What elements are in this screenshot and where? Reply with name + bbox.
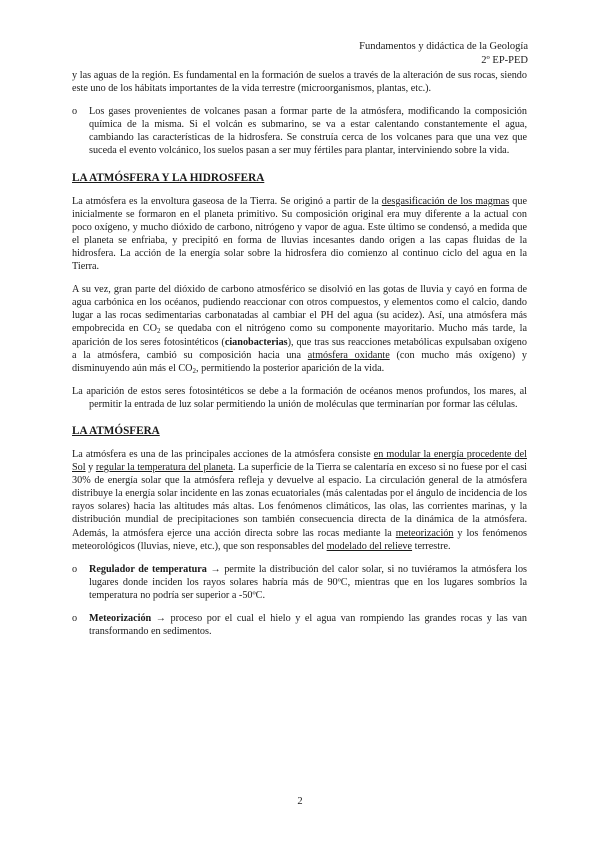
paragraph-co2: A su vez, gran parte del dióxido de carbono atmosférico se disolvió en las gotas de lluvia y cayó en forma de agua carbónica en los océanos, pudiendo reaccionar con otros compuestos, y elementos como el calcio, dando lugar a las rocas sedimentarias carbonatadas al cambiar el PH del agua (su acidez). Así, una atmósfera más empobrecida en $CO_2$ se quedaba con el nitrógeno como su componente mayoritario. Mucho más tarde, la aparición de los seres fotosintéticos (cianobacterias), que tras sus reacciones metabólicas expulsaban oxígeno a la atmósfera, cambió su composición hacia una atmósfera oxidante (con mucho más oxígeno) y disminuyendo aún más el $CO_2$, permitiendo la posterior aparición de la vida. [72, 284, 527, 375]
header-course-group: 2º EP-PED [481, 55, 528, 66]
arrow-symbol: → [206, 563, 225, 575]
list-item-regulador: o Regulador de temperatura → permite la distribución del calor solar, si no tuviéramos la atmósfera los lugares donde inciden los rayos solares habría más de 90ºC, mientras que en los lugares sombríos la temperatura no podría ser superior a -50ºC. [72, 563, 527, 601]
underlined-term: modelado del relieve [326, 540, 413, 552]
paragraph-photosynthetic: La aparición de estos seres fotosintéticos se debe a la formación de océanos menos profundos, los mares, al permitir la entrada de luz solar permitiendo la unión de moléculas que terminarían por formar las células. [72, 385, 527, 410]
paragraph-origin: La atmósfera es la envoltura gaseosa de la Tierra. Se originó a partir de la desgasificación de los magmas que inicialmente se formaron en el planeta primitivo. Su composición original era muy diferente a la actual con poco oxígeno, y mucho dióxido de carbono, nitrógeno y vapor de agua. Este último se condensó, a medida que el planeta se enfriaba, y precipitó en forma de lluvias incesantes dando origen a las capas fluidas de la hidrosfera. La acción de la energía solar sobre la hidrosfera dio comienzo al continuo ciclo del agua en la Tierra. [72, 195, 528, 273]
header-course-title: Fundamentos y didáctica de la Geología [359, 41, 528, 52]
page-body [72, 69, 527, 638]
list-item-meteorizacion: o Meteorización → proceso por el cual el hielo y el agua van rompiendo las grandes rocas y las van transformando en sedimentos. [72, 613, 527, 638]
underlined-term: atmósfera oxidante [307, 349, 390, 361]
bullet-marker: o [72, 106, 78, 118]
page-header [359, 40, 528, 68]
intro-continuation: y las aguas de la región. Es fundamental en la formación de suelos a través de la alteración de sus rocas, siendo este uno de los hábitats importantes de la vida terrestre (microorganismos, plantas, etc.). [72, 70, 527, 95]
page-number: 2 [297, 796, 303, 807]
arrow-symbol: → [151, 613, 171, 624]
section-title-atmosfera: LA ATMÓSFERA [72, 424, 160, 437]
underlined-term: meteorización [395, 527, 454, 539]
bullet-text: Los gases provenientes de volcanes pasan a formar parte de la atmósfera, modificando la composición química de la misma. Si el volcán es submarino, se va a estar calentando constantemente el agua, cambiando las características de la hidrosfera. Se construía cerca de los volcanes para que una vez que suceda el evento volcánico, los suelos pasan a ser muy fértiles para plantar, interviniendo sobre la vida. [89, 106, 527, 157]
bold-term: cianobacterias [224, 336, 288, 348]
bold-term: Meteorización [89, 613, 152, 624]
bold-term: Regulador de temperatura [89, 563, 207, 575]
bullet-marker: o [72, 563, 78, 575]
paragraph-atmosphere-functions: La atmósfera es una de las principales acciones de la atmósfera consiste en modular la energía procedente del Sol y regular la temperatura del planeta. La superficie de la Tierra se calentaría en exceso si no fuese por el casi 30% de energía solar que la atmósfera refleja y devuelve al espacio. La circulación general de la atmósfera distribuye la energía solar incidente en las zonas ecuatoriales (más calentadas por el ángulo de incidencia de los rayos solares) hacia las altitudes más altas. Los fenómenos climáticos, las olas, las corrientes marinas, y la distribución mundial de precipitaciones son también consecuencia directa de la dinámica de la atmósfera. Además, la atmósfera ejerce una acción directa sobre las rocas mediante la meteorización y los fenómenos meteorológicos (lluvias, nieve, etc.), que son responsables del modelado del relieve terrestre. [72, 448, 528, 552]
section-title-atmosfera-hidrosfera: LA ATMÓSFERA Y LA HIDROSFERA [72, 171, 265, 184]
underlined-term: desgasificación de los magmas [381, 195, 510, 207]
underlined-term: en modular la energía procedente del Sol [72, 448, 527, 474]
underlined-term: regular la temperatura del planeta [95, 462, 233, 474]
list-item-volcanes [72, 105, 527, 157]
bullet-marker: o [72, 613, 78, 624]
